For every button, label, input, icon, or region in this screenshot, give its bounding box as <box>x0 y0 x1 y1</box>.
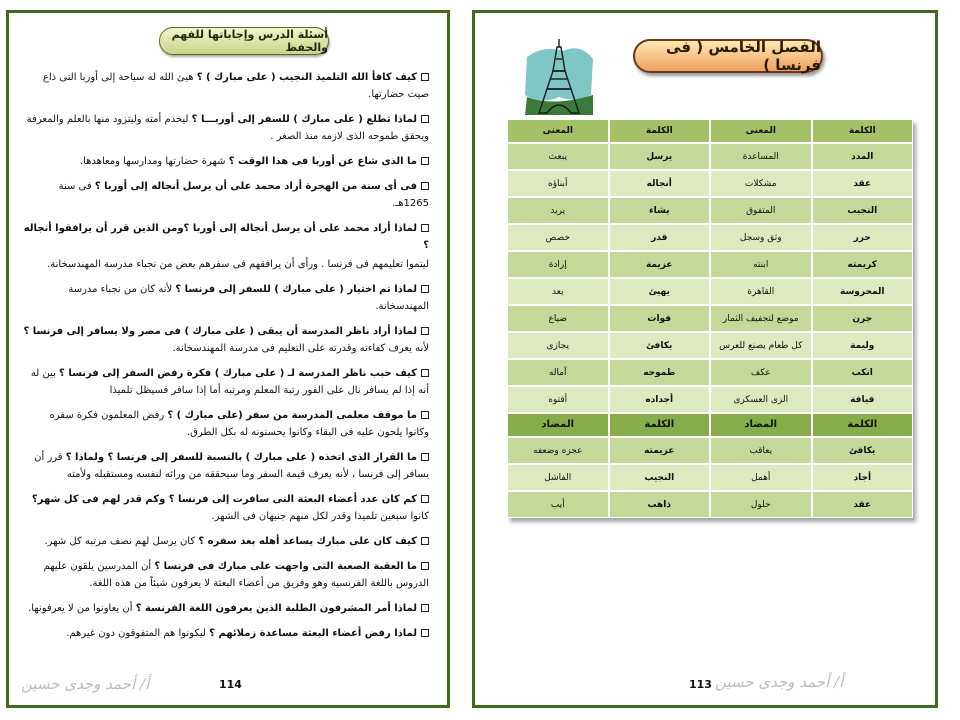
word-cell: عقد <box>812 170 914 197</box>
vocabulary-table-body <box>507 119 913 518</box>
meaning-cell: أقتوه <box>507 386 609 413</box>
question-text: كيف كافأ الله التلميذ النجيب ( على مبارك ) ؟ <box>196 72 417 83</box>
meaning-cell: الزى العسكرى <box>710 386 812 413</box>
word-cell: ذاهب <box>609 491 711 518</box>
answer-text: أن المدرسين يلقون عليهم الدروس باللغة الفرنسية وهو وفريق من أعضاء البعثة لا يعرفون شيئاً من هذه اللغة. <box>43 561 429 589</box>
word-cell: عزيمة <box>609 251 711 278</box>
meaning-cell: مشكلات <box>710 170 812 197</box>
meaning-cell: عكف <box>710 359 812 386</box>
meaning-cell: حلول <box>710 491 812 518</box>
checkbox-icon <box>421 327 429 335</box>
answer-text: لأنه كان من نجباء مدرسة المهندسخانة. <box>68 284 429 312</box>
table-row <box>507 305 913 332</box>
word-cell: يرسل <box>609 143 711 170</box>
column-header: الكلمة <box>609 119 711 143</box>
qa-item <box>23 365 429 399</box>
qa-item <box>23 600 429 617</box>
answer-text: كانوا سبعين تلميذا وقدر لكل منهم جنيهان فى الشهر. <box>211 511 429 522</box>
answer-text: أن يعاونوا من لا يعرفونها. <box>28 603 133 614</box>
qa-item <box>23 178 429 212</box>
author-signature: أ/ أحمد وجدى حسين <box>21 675 150 693</box>
question-text: ما القرار الذى اتخذه ( على مبارك ) بالنسبة للسفر إلى فرنسا ؟ ولماذا ؟ <box>65 452 417 463</box>
word-cell: يكافئ <box>812 437 914 464</box>
answer-text: ليكونوا هم المتفوقون دون غيرهم. <box>66 628 206 639</box>
answer-text: هيئ الله له سياحة إلى أوربا التى ذاع صيت حضارتها. <box>42 72 429 100</box>
meaning-cell: يعاقب <box>710 437 812 464</box>
table-row <box>507 437 913 464</box>
meaning-cell: الفاشل <box>507 464 609 491</box>
word-cell: يكافئ <box>609 332 711 359</box>
qa-item <box>23 533 429 550</box>
table-row <box>507 170 913 197</box>
answer-text: قرر أن يسافر إلى فرنسا ، لأنه يعرف قيمة السفر وما سيحققه من ورائه لنفسه ومستقبله ولأمته <box>34 452 429 480</box>
page-number: 114 <box>219 678 242 691</box>
word-cell: فوات <box>609 305 711 332</box>
column-header: المعنى <box>710 119 812 143</box>
answer-text: ليخدم أمته وليتزود منها بالعلم والمعرفة ويحقق طموحه الذى لازمه منذ الصغر . <box>26 114 429 142</box>
word-cell: انكب <box>812 359 914 386</box>
word-cell: أنجاله <box>609 170 711 197</box>
column-header: الكلمة <box>812 119 914 143</box>
meaning-cell: آماله <box>507 359 609 386</box>
answer-text: لأنه يعرف كفاءته وقدرته على التعليم فى مدرسة المهندسخانة. <box>172 343 429 354</box>
checkbox-icon <box>421 411 429 419</box>
chapter-title: الفصل الخامس ( فى فرنسا ) <box>633 39 823 73</box>
checkbox-icon <box>421 453 429 461</box>
checkbox-icon <box>421 285 429 293</box>
table-header-row <box>507 119 913 143</box>
question-text: لماذا أراد ناظر المدرسة أن يبقى ( على مبارك ) فى مصر ولا يسافر إلى فرنسا ؟ <box>23 326 417 337</box>
question-text: ما موقف معلمى المدرسة من سفر (على مبارك ) ؟ <box>167 410 417 421</box>
checkbox-icon <box>421 224 429 232</box>
checkbox-icon <box>421 115 429 123</box>
meaning-cell: يريد <box>507 197 609 224</box>
answer-text: ليتموا تعليمهم فى فرنسا . ورأى أن يرافقهم فى سفرهم بعض من نجباء مدرسة المهندسخانة. <box>47 259 429 270</box>
question-text: كيف كان على مبارك يساعد أهله بعد سفره ؟ <box>198 536 417 547</box>
vocabulary-table <box>507 119 913 518</box>
table-row <box>507 224 913 251</box>
word-cell: يهيئ <box>609 278 711 305</box>
meaning-cell: يجازى <box>507 332 609 359</box>
word-cell: أجداده <box>609 386 711 413</box>
meaning-cell: أبناؤه <box>507 170 609 197</box>
answer-text: شهرة حضارتها ومدارسها ومعاهدها. <box>79 156 226 167</box>
word-cell: طموحه <box>609 359 711 386</box>
right-page <box>472 10 938 708</box>
table-row <box>507 332 913 359</box>
meaning-cell: أهمل <box>710 464 812 491</box>
word-cell: النجيب <box>609 464 711 491</box>
meaning-cell: خصص <box>507 224 609 251</box>
checkbox-icon <box>421 369 429 377</box>
checkbox-icon <box>421 537 429 545</box>
meaning-cell: ضياع <box>507 305 609 332</box>
meaning-cell: كل طعام يصنع للعرس <box>710 332 812 359</box>
column-header: المعنى <box>507 119 609 143</box>
lesson-questions-header: أسئلة الدرس وإجاباتها للفهم والحفظ <box>159 27 329 55</box>
qa-item <box>23 558 429 592</box>
meaning-cell: يعد <box>507 278 609 305</box>
checkbox-icon <box>421 604 429 612</box>
meaning-cell: يبعث <box>507 143 609 170</box>
checkbox-icon <box>421 495 429 503</box>
qa-item <box>23 625 429 642</box>
table-row <box>507 491 913 518</box>
qa-item <box>23 491 429 525</box>
qa-item <box>23 449 429 483</box>
checkbox-icon <box>421 629 429 637</box>
table-row <box>507 278 913 305</box>
question-text: ما العقبة الصعبة التى واجهت على مبارك فى فرنسا ؟ <box>154 561 417 572</box>
table-row <box>507 464 913 491</box>
qa-list <box>23 69 429 650</box>
word-cell: المحروسة <box>812 278 914 305</box>
question-text: كم كان عدد أعضاء البعثة التى سافرت إلى فرنسا ؟ وكم قدر لهم فى كل شهر؟ <box>31 494 417 505</box>
word-cell: جرن <box>812 305 914 332</box>
left-page <box>6 10 450 708</box>
word-cell: عزيمته <box>609 437 711 464</box>
question-text: ما الذى شاع عن أوربا فى هذا الوقت ؟ <box>228 156 417 167</box>
qa-item <box>23 220 429 254</box>
table-row <box>507 251 913 278</box>
meaning-cell: وثق وسجل <box>710 224 812 251</box>
question-text: لماذا تطلع ( على مبارك ) للسفر إلى أوربـــا ؟ <box>191 114 417 125</box>
answer-text: رفض المعلمون فكرة سفره وكانوا يلحون عليه فى البقاء وكانوا يحسنونه له بكل الطرق. <box>49 410 429 438</box>
word-cell: المدد <box>812 143 914 170</box>
question-text: لماذا رفض أعضاء البعثة مساعدة زملائهم ؟ <box>209 628 417 639</box>
qa-answer-line <box>23 256 429 273</box>
qa-item <box>23 407 429 441</box>
column-header: الكلمة <box>609 413 711 437</box>
meaning-cell: عجزه وضعفه <box>507 437 609 464</box>
question-text: فى أى سنة من الهجرة أراد محمد على أن يرسل أنجاله إلى أوربا ؟ <box>94 181 417 192</box>
word-cell: كريمته <box>812 251 914 278</box>
word-cell: قيافة <box>812 386 914 413</box>
word-cell: حرر <box>812 224 914 251</box>
word-cell: عقد <box>812 491 914 518</box>
qa-item <box>23 69 429 103</box>
meaning-cell: أيب <box>507 491 609 518</box>
answer-text: بين له أنه إذا لم يسافر نال على الفور رتبة المعلم ومرتبه أما إذا سافر فسيظل تلميذا <box>30 368 429 396</box>
meaning-cell: إرادة <box>507 251 609 278</box>
word-cell: قدر <box>609 224 711 251</box>
word-cell: يشاء <box>609 197 711 224</box>
table-row <box>507 386 913 413</box>
eiffel-tower-icon <box>523 37 595 117</box>
word-cell: النجيب <box>812 197 914 224</box>
answer-text: كان يرسل لهم نصف مرتبه كل شهر. <box>44 536 196 547</box>
question-text: لماذا أراد محمد على أن يرسل أنجاله إلى أوربا ؟ومن الذين قرر أن يرافقوا أنجاله ؟ <box>23 223 429 251</box>
checkbox-icon <box>421 562 429 570</box>
qa-item <box>23 281 429 315</box>
question-text: كيف حبب ناظر المدرسة لـ ( على مبارك ) فكرة رفض السفر إلى فرنسا ؟ <box>59 368 417 379</box>
author-signature: أ/ أحمد وجدى حسين <box>715 673 844 691</box>
qa-item <box>23 153 429 170</box>
meaning-cell: المتفوق <box>710 197 812 224</box>
page-number: 113 <box>689 678 712 691</box>
question-text: لماذا تم اختيار ( على مبارك ) للسفر إلى فرنسا ؟ <box>175 284 417 295</box>
meaning-cell: موضع لتجفيف الثمار <box>710 305 812 332</box>
table-row <box>507 143 913 170</box>
table-row <box>507 359 913 386</box>
column-header: المضاد <box>710 413 812 437</box>
qa-item <box>23 111 429 145</box>
table-header-row <box>507 413 913 437</box>
word-cell: أجاد <box>812 464 914 491</box>
meaning-cell: المساعدة <box>710 143 812 170</box>
question-text: لماذا أمر المشرفون الطلبة الذين يعرفون اللغة الفرنسة ؟ <box>135 603 417 614</box>
column-header: الكلمة <box>812 413 914 437</box>
meaning-cell: القاهرة <box>710 278 812 305</box>
qa-item <box>23 323 429 357</box>
table-row <box>507 197 913 224</box>
meaning-cell: ابنته <box>710 251 812 278</box>
word-cell: وليمة <box>812 332 914 359</box>
checkbox-icon <box>421 182 429 190</box>
answer-text: فى سنة 1265هـ. <box>58 181 429 209</box>
column-header: المضاد <box>507 413 609 437</box>
checkbox-icon <box>421 157 429 165</box>
checkbox-icon <box>421 73 429 81</box>
